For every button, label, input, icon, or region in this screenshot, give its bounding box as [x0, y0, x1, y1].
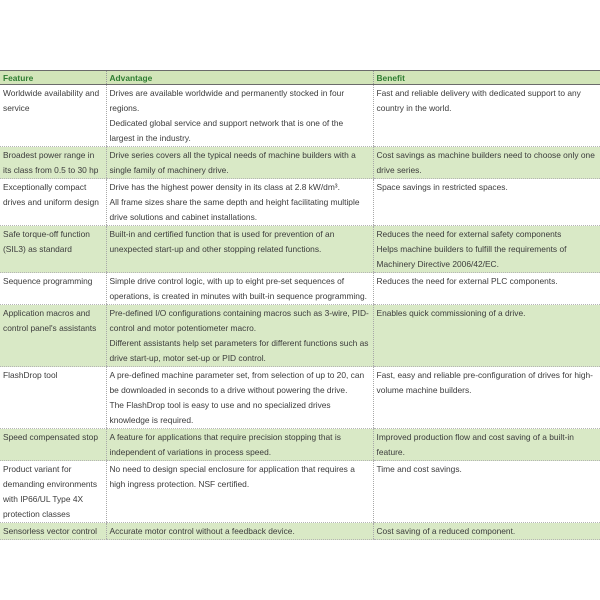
feature-cell: Speed compensated stop	[0, 429, 106, 461]
header-advantage: Advantage	[106, 71, 373, 85]
feature-cell: Sequence programming	[0, 273, 106, 305]
table-row	[0, 461, 600, 523]
advantage-cell	[106, 147, 373, 179]
benefit-cell	[373, 147, 600, 179]
benefit-cell-paragraph: Fast and reliable delivery with dedicated support to any country in the world.	[376, 88, 581, 113]
advantage-cell	[106, 429, 373, 461]
advantage-cell-paragraph: The FlashDrop tool is easy to use and no specialized drives knowledge is required.	[109, 400, 331, 425]
benefit-cell	[373, 226, 600, 273]
advantage-cell-paragraph: A feature for applications that require precision stopping that is independent of variations in process speed.	[109, 432, 341, 457]
advantage-cell	[106, 523, 373, 540]
benefit-cell	[373, 85, 600, 147]
advantage-cell-paragraph: Pre-defined I/O configurations containing macros such as 3-wire, PID-control and motor potentiometer macro.	[109, 308, 369, 333]
benefit-cell	[373, 273, 600, 305]
advantage-cell	[106, 461, 373, 523]
table-row	[0, 273, 600, 305]
header-feature: Feature	[0, 71, 106, 85]
feature-cell: FlashDrop tool	[0, 367, 106, 429]
advantage-cell-paragraph: Built-in and certified function that is used for prevention of an unexpected start-up and other stopping related functions.	[109, 229, 335, 254]
feature-cell: Sensorless vector control	[0, 523, 106, 540]
advantage-cell-paragraph: Drives are available worldwide and permanently stocked in four regions.	[109, 88, 345, 113]
table-row	[0, 367, 600, 429]
benefit-cell	[373, 367, 600, 429]
advantage-cell-paragraph: Drive has the highest power density in its class at 2.8 kW/dm³.	[109, 182, 340, 192]
advantage-cell-paragraph: All frame sizes share the same depth and height facilitating multiple drive solutions and cabinet installations.	[109, 197, 360, 222]
advantage-cell-paragraph: Drive series covers all the typical needs of machine builders with a single family of machinery drive.	[109, 150, 356, 175]
benefit-cell-paragraph: Cost savings as machine builders need to choose only one drive series.	[376, 150, 595, 175]
benefit-cell	[373, 461, 600, 523]
benefit-cell-paragraph: Reduces the need for external PLC components.	[376, 276, 558, 286]
feature-cell: Broadest power range in its class from 0.5 to 30 hp	[0, 147, 106, 179]
benefit-cell-paragraph: Enables quick commissioning of a drive.	[376, 308, 526, 318]
header-benefit: Benefit	[373, 71, 600, 85]
table-row	[0, 429, 600, 461]
advantage-cell	[106, 367, 373, 429]
feature-cell: Product variant for demanding environments with IP66/UL Type 4X protection classes	[0, 461, 106, 523]
advantage-cell	[106, 85, 373, 147]
advantage-cell	[106, 179, 373, 226]
advantage-cell-paragraph: A pre-defined machine parameter set, from selection of up to 20, can be downloaded in seconds to a drive without powering the drive.	[109, 370, 365, 395]
table-header-row	[0, 71, 600, 85]
benefit-cell-paragraph: Fast, easy and reliable pre-configuration of drives for high-volume machine builders.	[376, 370, 593, 395]
feature-cell: Exceptionally compact drives and uniform design	[0, 179, 106, 226]
advantage-cell	[106, 226, 373, 273]
feature-cell: Safe torque-off function (SIL3) as standard	[0, 226, 106, 273]
table-row	[0, 179, 600, 226]
advantage-cell-paragraph: Dedicated global service and support network that is one of the largest in the industry.	[109, 118, 344, 143]
benefit-cell	[373, 429, 600, 461]
benefit-cell	[373, 305, 600, 367]
advantage-cell	[106, 273, 373, 305]
benefit-cell-paragraph: Reduces the need for external safety components	[376, 229, 562, 239]
benefit-cell-paragraph: Time and cost savings.	[376, 464, 462, 474]
feature-cell: Application macros and control panel's assistants	[0, 305, 106, 367]
benefit-cell	[373, 179, 600, 226]
advantage-cell	[106, 305, 373, 367]
advantage-cell-paragraph: Different assistants help set parameters for different functions such as drive start-up, motor set-up or PID control.	[109, 338, 369, 363]
table-row	[0, 523, 600, 540]
benefit-cell-paragraph: Space savings in restricted spaces.	[376, 182, 508, 192]
benefit-cell	[373, 523, 600, 540]
table-row	[0, 147, 600, 179]
benefit-cell-paragraph: Improved production flow and cost saving of a built-in feature.	[376, 432, 574, 457]
benefit-cell-paragraph: Helps machine builders to fulfill the requirements of Machinery Directive 2006/42/EC.	[376, 244, 567, 269]
advantage-cell-paragraph: No need to design special enclosure for application that requires a high ingress protection. NSF certified.	[109, 464, 355, 489]
feature-advantage-benefit-table	[0, 70, 600, 540]
benefit-cell-paragraph: Cost saving of a reduced component.	[376, 526, 516, 536]
advantage-cell-paragraph: Accurate motor control without a feedback device.	[109, 526, 295, 536]
feature-cell: Worldwide availability and service	[0, 85, 106, 147]
advantage-cell-paragraph: Simple drive control logic, with up to eight pre-set sequences of operations, is created in minutes with built-in sequence programming.	[109, 276, 367, 301]
table-row	[0, 226, 600, 273]
table-row	[0, 305, 600, 367]
table-row	[0, 85, 600, 147]
